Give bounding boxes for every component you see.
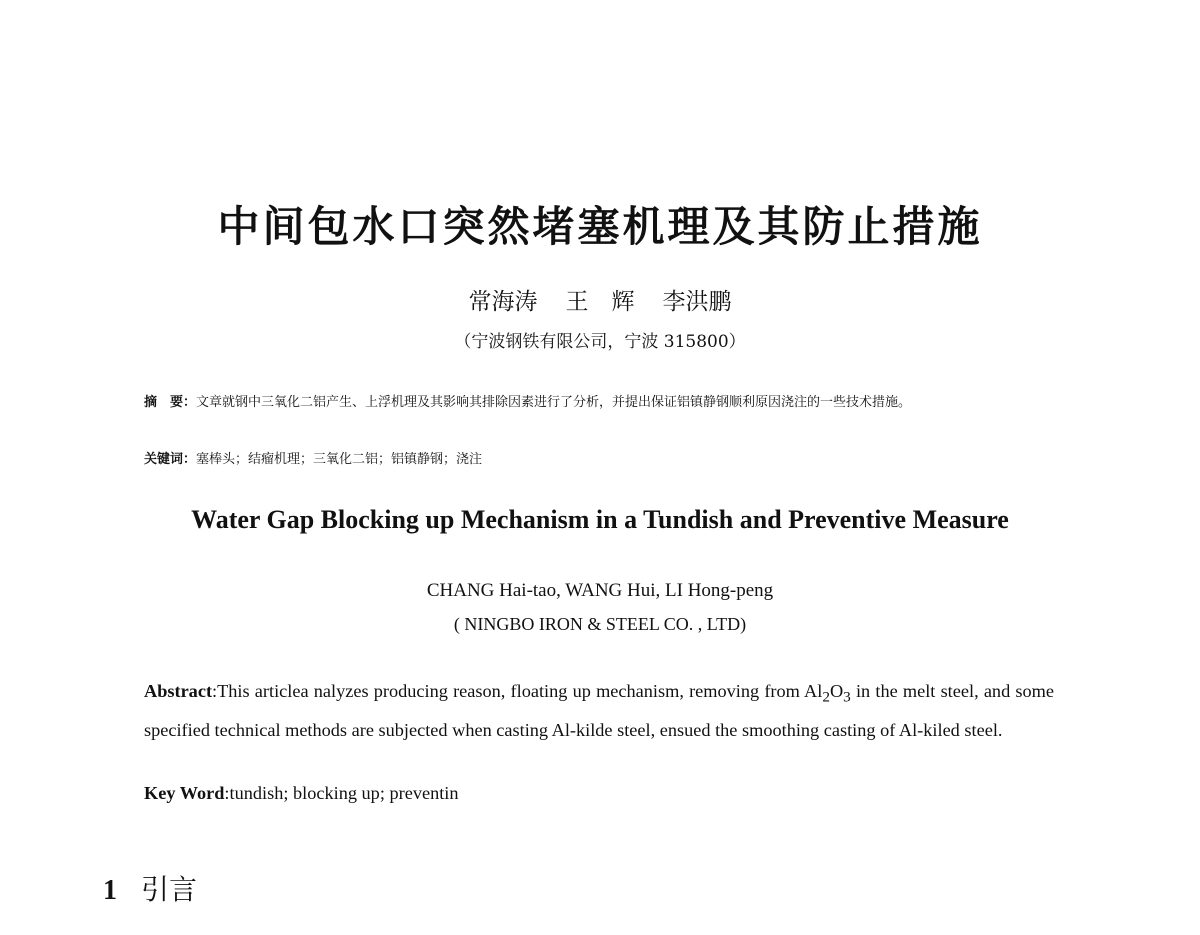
chinese-keywords-text: 塞棒头；结瘤机理；三氧化二铝；铝镇静钢；浇注 <box>196 452 483 467</box>
english-authors: CHANG Hai-tao, WANG Hui, LI Hong-peng <box>426 580 774 601</box>
chinese-affiliation: （宁波钢铁有限公司，宁波 315800） <box>454 332 746 352</box>
subscript-3: 3 <box>843 688 851 706</box>
chinese-keywords <box>144 446 1054 473</box>
author-cn-3: 李洪鹏 <box>662 289 732 315</box>
english-title: Water Gap Blocking up Mechanism in a Tundish and Preventive Measure <box>191 505 1009 534</box>
subscript-2: 2 <box>822 688 830 706</box>
english-abstract-text-2: O <box>829 681 844 701</box>
chinese-authors <box>0 283 1200 316</box>
section-title: 引言 <box>141 873 198 906</box>
english-abstract-text-1: This articlea nalyzes producing reason, floating up mechanism, removing from Al <box>217 681 823 701</box>
chinese-abstract <box>144 389 1054 416</box>
english-keywords-text: tundish; blocking up; preventin <box>229 783 459 803</box>
author-cn-2: 王 辉 <box>565 289 635 315</box>
english-keywords <box>144 777 1054 810</box>
chinese-abstract-text: 文章就钢中三氧化二铝产生、上浮机理及其影响其排除因素进行了分析，并提出保证铝镇静钢顺利原因浇注的一些技术措施。 <box>196 395 912 410</box>
chinese-keywords-label: 关键词： <box>144 452 197 467</box>
chinese-abstract-label: 摘 要： <box>144 395 197 410</box>
english-keywords-label: Key Word <box>144 783 225 803</box>
english-keywords-sep: : <box>224 783 230 803</box>
author-cn-1: 常海涛 <box>468 289 538 315</box>
english-abstract-label: Abstract <box>144 681 213 701</box>
chinese-title: 中间包水口突然堵塞机理及其防止措施 <box>217 202 983 251</box>
section-number: 1 <box>103 875 117 906</box>
english-abstract <box>144 675 1054 747</box>
english-abstract-text-3: in the melt steel, and some specified technical methods are subjected when casting Al-kilde steel, ensued the smoothing casting of Al-kiled steel. <box>144 681 1054 740</box>
english-abstract-sep: : <box>212 681 218 701</box>
section-heading <box>103 868 197 908</box>
english-affiliation: ( NINGBO IRON & STEEL CO. , LTD) <box>453 614 747 634</box>
